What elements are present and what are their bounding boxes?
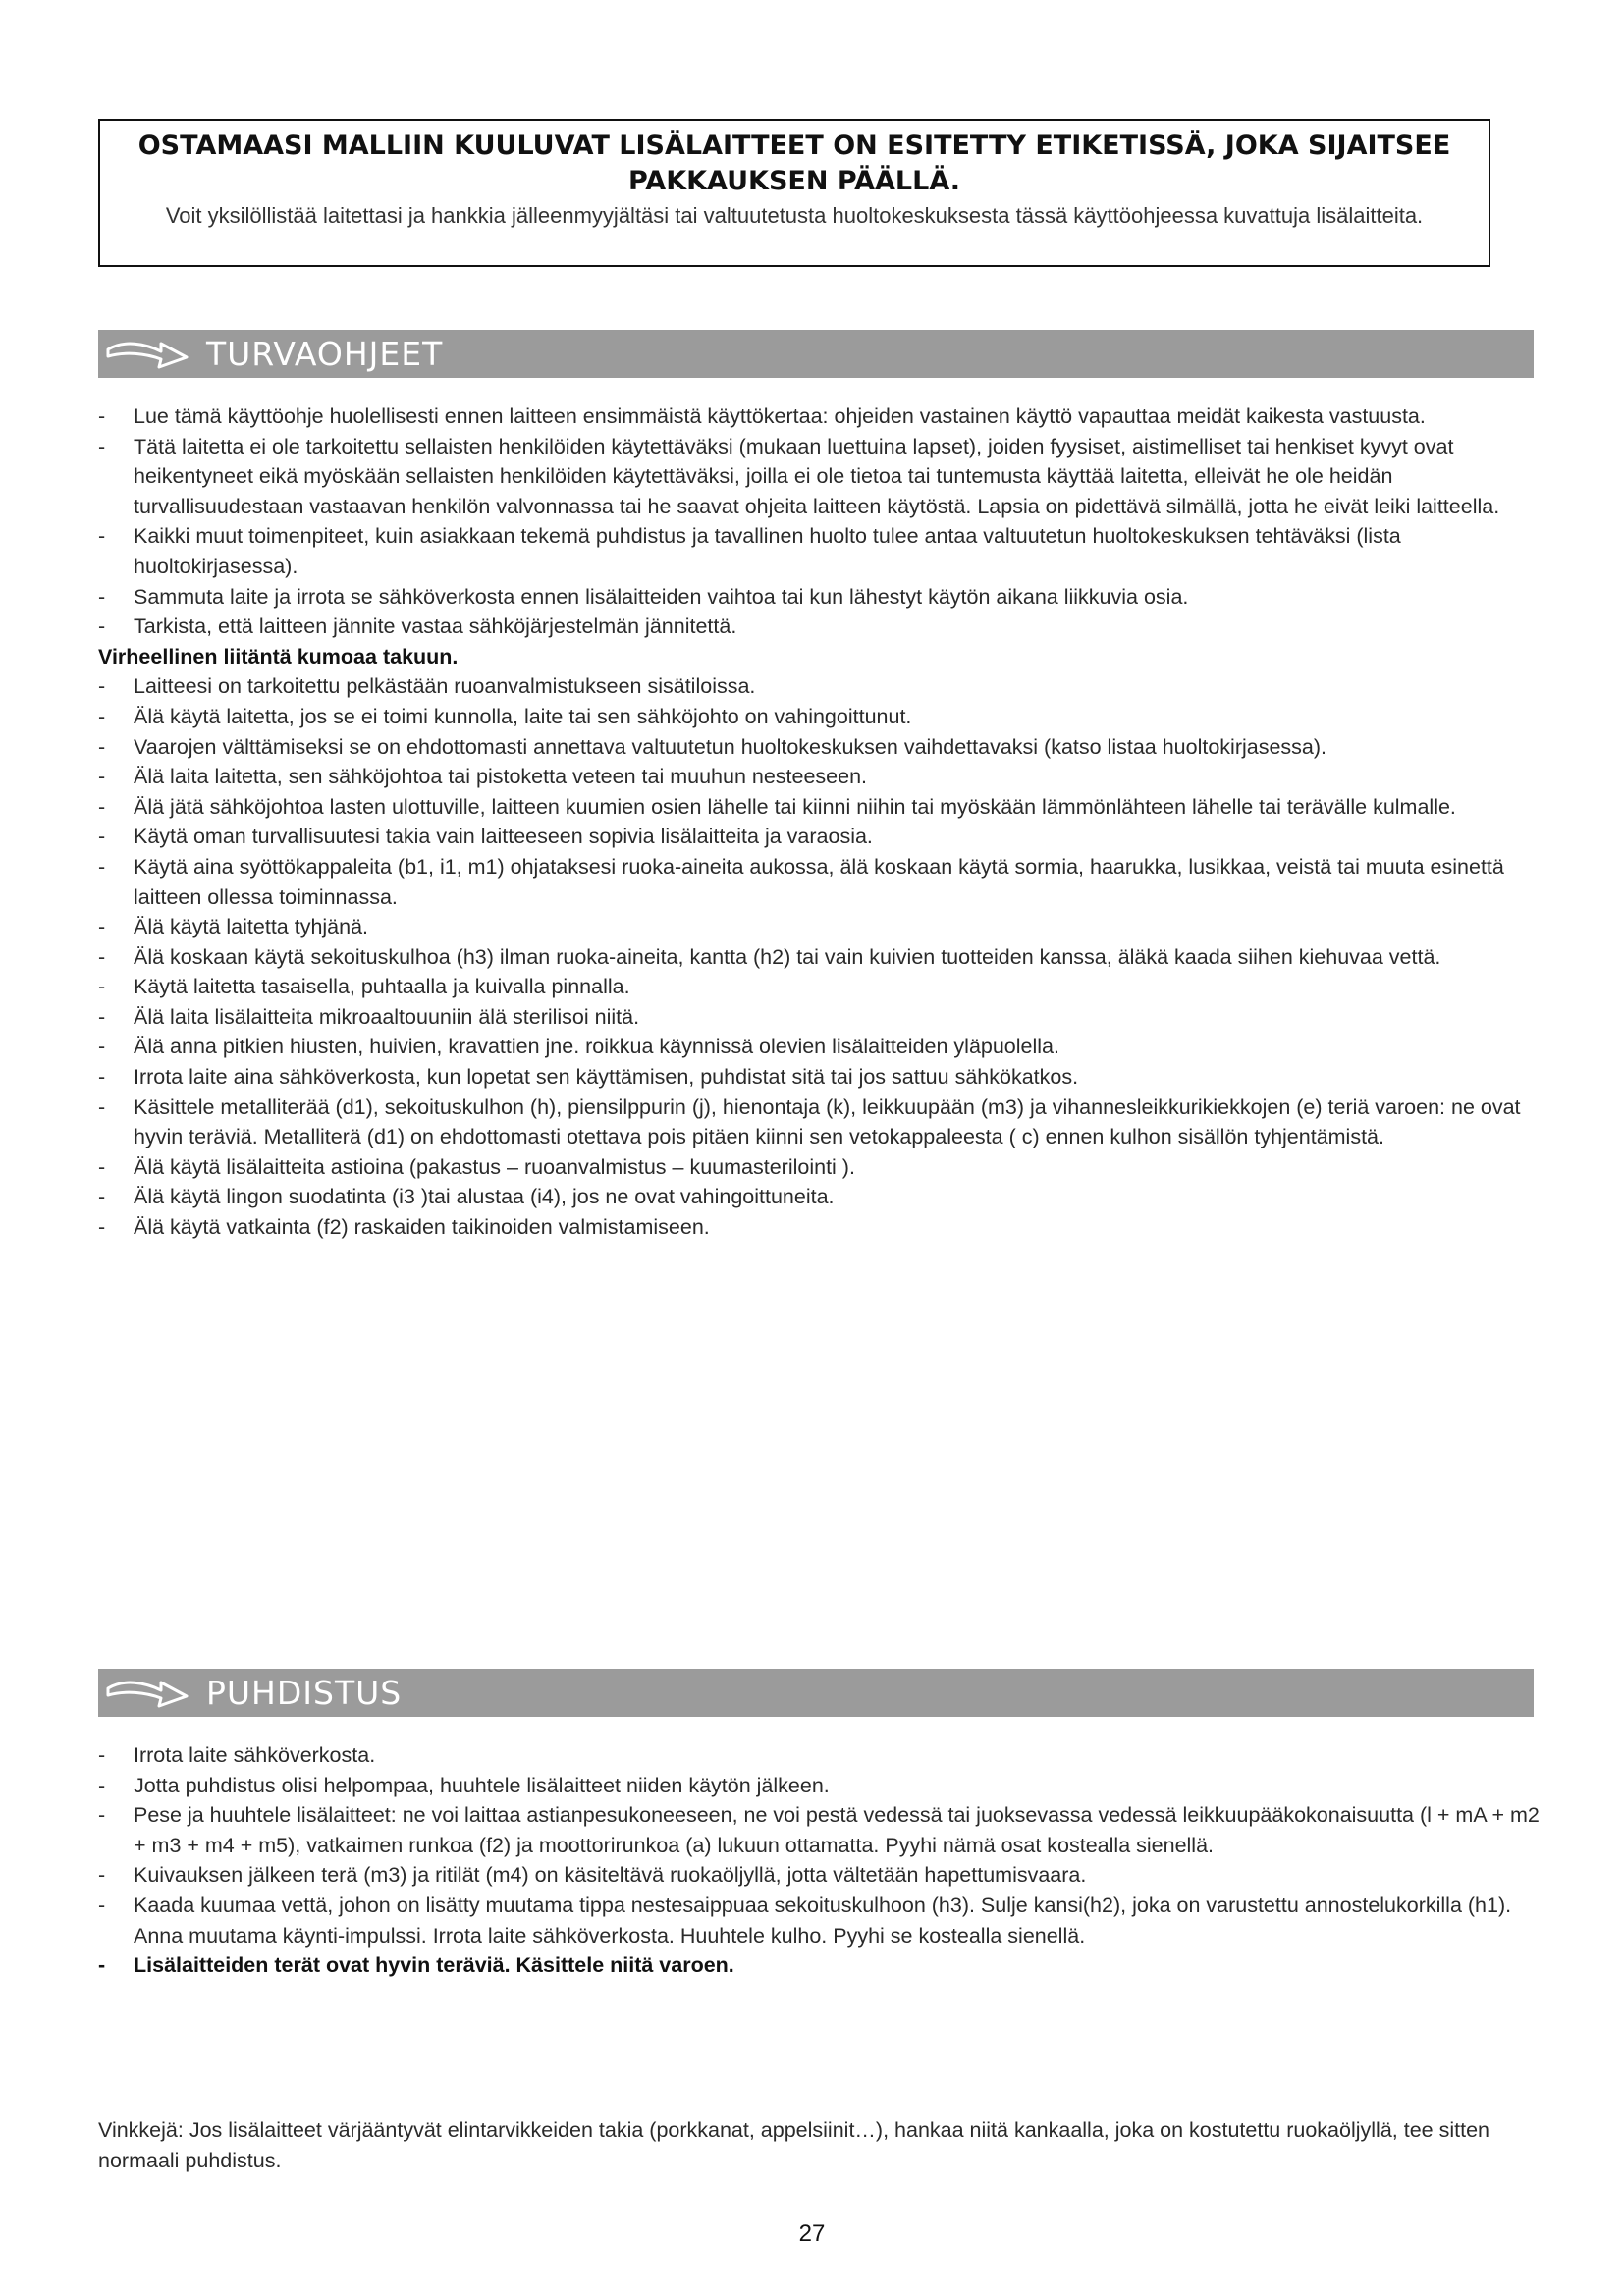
list-item: - Käytä aina syöttökappaleita (b1, i1, m1) ohjataksesi ruoka-aineita aukossa, älä koskaan käytä sormia, haarukka, lusikkaa, veistä tai muuta esinettä laitteen ollessa toiminnassa.: [98, 854, 1504, 909]
list-item: - Vaarojen välttämiseksi se on ehdottomasti annettava valtuutetun huoltokeskuksen vaihdettavaksi (katso listaa huoltokirjasessa).: [98, 734, 1327, 759]
list-item: - Älä käytä lisälaitteita astioina (pakastus – ruoanvalmistus – kuumasterilointi ).: [98, 1154, 855, 1179]
list-item: - Älä käytä laitetta tyhjänä.: [98, 915, 369, 939]
page-number: 27: [798, 2220, 826, 2247]
cleaning-warning: - Lisälaitteiden terät ovat hyvin teräviä. Käsittele niitä varoen.: [98, 1953, 734, 1978]
arrow-icon: [102, 1669, 196, 1717]
notice-box: [98, 119, 1490, 267]
list-item: - Pese ja huuhtele lisälaitteet: ne voi laittaa astianpesukoneeseen, ne voi pestä vedessä tai juoksevassa vedessä leikkuupääkokonaisuutta (l + mA + m2 + m3 + m4 + m5), vatkaimen runkoa (f2) ja moottorirunkoa (a) lukuun ottamatta. Pyyhi nämä osat kostealla sienellä.: [98, 1803, 1540, 1857]
list-item: - Kaada kuumaa vettä, johon on lisätty muutama tippa nestesaippuaa sekoituskulhoon (h3). Sulje kansi(h2), joka on varustettu annostelukorkilla (h1). Anna muutama käynti-impulssi. Irrota laite sähköverkosta. Huuhtele kulho. Pyyhi se kostealla sienellä.: [98, 1893, 1512, 1948]
cleaning-section-header: [98, 1669, 1534, 1717]
safety-title: TURVAOHJEET: [206, 335, 444, 373]
list-item: - Kuivauksen jälkeen terä (m3) ja ritilät (m4) on käsiteltävä ruokaöljyllä, jotta vältetään hapettumisvaara.: [98, 1863, 1087, 1888]
list-item: - Kaikki muut toimenpiteet, kuin asiakkaan tekemä puhdistus ja tavallinen huolto tulee antaa valtuutetun huoltokeskuksen tehtäväksi (lista huoltokirjasessa).: [98, 524, 1401, 578]
list-item: - Älä laita laitetta, sen sähköjohtoa tai pistoketta veteen tai muuhun nesteeseen.: [98, 765, 868, 789]
cleaning-list: [98, 1740, 1542, 1981]
list-item: - Älä käytä vatkainta (f2) raskaiden taikinoiden valmistamiseen.: [98, 1215, 710, 1240]
list-item: - Tätä laitetta ei ole tarkoitettu sellaisten henkilöiden käytettäväksi (mukaan luettuina lapset), joiden fyysiset, aistimelliset tai henkiset kyvyt ovat heikentyneet eikä myöskään sellaisten henkilöiden käytettäväksi, joilla ei ole tietoa tai tuntemusta käyttää laitetta, elleivät he ole heidän turvallisuudestaan vastaavan henkilön valvonnassa tai he saavat ohjeita laitteen käytöstä. Lapsia on pidettävä silmällä, jotta he eivät leiki laitteella.: [98, 434, 1500, 518]
warranty-note: Virheellinen liitäntä kumoaa takuun.: [98, 644, 459, 668]
list-item: - Älä käytä lingon suodatinta (i3 )tai alustaa (i4), jos ne ovat vahingoittuneita.: [98, 1185, 835, 1209]
list-item: - Älä laita lisälaitteita mikroaaltouuniin älä sterilisoi niitä.: [98, 1004, 640, 1029]
list-item: - Älä anna pitkien hiusten, huivien, kravattien jne. roikkua käynnissä olevien lisälaitteiden yläpuolella.: [98, 1035, 1059, 1059]
list-item: - Irrota laite sähköverkosta.: [98, 1743, 376, 1767]
list-item: - Jotta puhdistus olisi helpompaa, huuhtele lisälaitteet niiden käytön jälkeen.: [98, 1773, 830, 1797]
list-item: - Laitteesi on tarkoitettu pelkästään ruoanvalmistukseen sisätiloissa.: [98, 674, 756, 699]
safety-list: [98, 401, 1542, 1243]
list-item: - Irrota laite aina sähköverkosta, kun lopetat sen käyttämisen, puhdistat sitä tai jos sattuu sähkökatkos.: [98, 1065, 1079, 1090]
list-item: - Käsittele metalliterää (d1), sekoituskulhon (h), piensilppurin (j), hienontaja (k), leikkuupään (m3) ja vihannesleikkurikiekkojen (e) teriä varoen: ne ovat hyvin teräviä. Metalliterä (d1) on ehdottomasti otettava pois pitäen kiinni sen vetokappaleesta ( c) ennen kulhon sisällön tyhjentämistä.: [98, 1095, 1521, 1149]
list-item: - Sammuta laite ja irrota se sähköverkosta ennen lisälaitteiden vaihtoa tai kun lähestyt käytön aikana liikkuvia osia.: [98, 584, 1189, 609]
list-item: - Älä käytä laitetta, jos se ei toimi kunnolla, laite tai sen sähköjohto on vahingoittunut.: [98, 704, 912, 728]
cleaning-title: PUHDISTUS: [206, 1674, 403, 1712]
list-item: - Käytä laitetta tasaisella, puhtaalla ja kuivalla pinnalla.: [98, 975, 630, 999]
arrow-icon: [102, 330, 196, 378]
list-item: - Käytä oman turvallisuutesi takia vain laitteeseen sopivia lisälaitteita ja varaosia.: [98, 825, 873, 849]
tip-text: Vinkkejä: Jos lisälaitteet värjääntyvät elintarvikkeiden takia (porkkanat, appelsiinit…), hankaa niitä kankaalla, joka on kostutettu ruokaöljyllä, tee sitten normaali puhdistus.: [98, 2118, 1489, 2172]
notice-text: Voit yksilöllistää laitettasi ja hankkia jälleenmyyjältäsi tai valtuutetusta huoltokeskuksesta tässä käyttöohjeessa kuvattuja lisälaitteita.: [165, 203, 1424, 228]
list-item: - Lue tämä käyttöohje huolellisesti ennen laitteen ensimmäistä käyttökertaa: ohjeiden vastainen käyttö vapauttaa meidät kaikesta vastuusta.: [98, 404, 1426, 428]
list-item: - Tarkista, että laitteen jännite vastaa sähköjärjestelmän jännitettä.: [98, 614, 737, 639]
list-item: - Älä jätä sähköjohtoa lasten ulottuville, laitteen kuumien osien lähelle tai kiinni niihin tai myöskään lämmönlähteen lähelle tai terävälle kulmalle.: [98, 794, 1456, 819]
notice-title: OSTAMAASI MALLIIN KUULUVAT LISÄLAITTEET ON ESITETTY ETIKETISSÄ, JOKA SIJAITSEE PAKKAUKSEN PÄÄLLÄ.: [137, 131, 1451, 196]
list-item: - Älä koskaan käytä sekoituskulhoa (h3) ilman ruoka-aineita, kantta (h2) tai vain kuivien tuotteiden kanssa, äläkä kaada siihen kiehuvaa vettä.: [98, 944, 1441, 969]
safety-section-header: [98, 330, 1534, 378]
